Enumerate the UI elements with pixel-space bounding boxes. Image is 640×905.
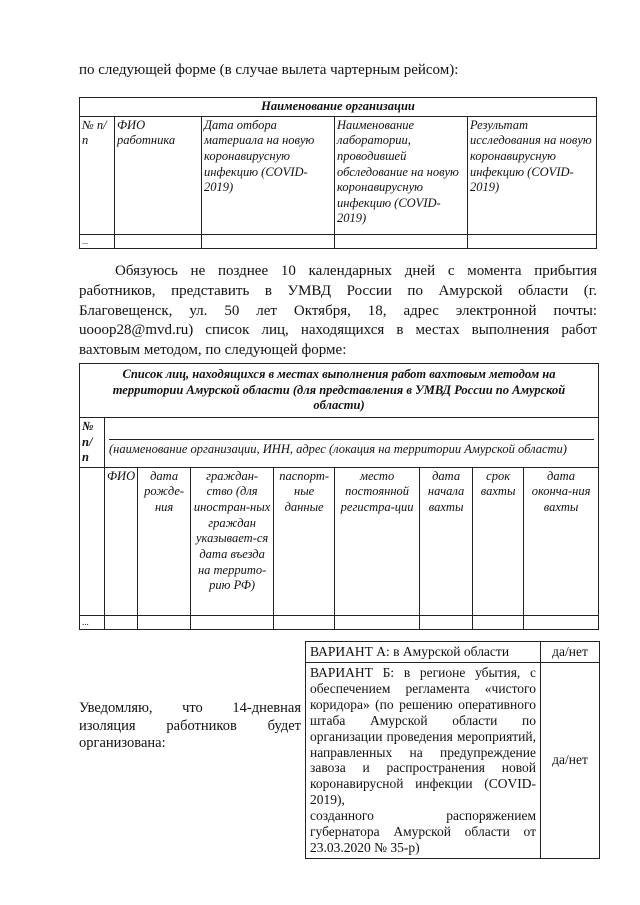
obligation-paragraph (79, 262, 597, 361)
empty-cell (420, 615, 473, 629)
empty-cell (524, 615, 599, 629)
variant-b-tail: созданного распоряжением губернатора Амурской области от 23.03.2020 № 35-р) (310, 808, 536, 856)
isolation-variants-table (305, 641, 600, 859)
col-fio: ФИО (105, 467, 138, 615)
empty-cell (115, 234, 202, 248)
org-underline (109, 424, 594, 440)
col-shift-start: дата начала вахты (420, 467, 473, 615)
intro-text: по следующей форме (в случае вылета чартерным рейсом): (79, 62, 459, 78)
org-cell (105, 417, 599, 467)
empty-cell (274, 615, 335, 629)
row-marker: ... (80, 234, 115, 248)
col-passport: паспорт-ные данные (274, 467, 335, 615)
table2-header: Список лиц, находящихся в местах выполнения работ вахтовым методом на территории Амурской области (для представления в УМВД России по Амурской области) (80, 364, 599, 418)
col-laboratory: Наименование лаборатории, проводившей обследование на новую коронавирусную инфекцию (COVID-2019) (335, 116, 468, 234)
variant-b-yes-no: да/нет (541, 662, 600, 858)
isolation-notice: Уведомляю, что 14-дневная изоляция работников будет организована: (79, 700, 301, 752)
empty-cell (105, 615, 138, 629)
col-shift-term: срок вахты (473, 467, 524, 615)
obligation-text: Обязуюсь не позднее 10 календарных дней с момента прибытия работников, представить в УМВД России по Амурской области (г. Благовещенск, ул. 50 лет Октября, 18, адрес электронной почты: uooop28@mvd.ru) список лиц, находящихся в местах выполнения работ вахтовым методом, по следующей форме: (79, 263, 597, 359)
empty-cell (335, 615, 420, 629)
num-label: № п/ п (80, 417, 105, 467)
col-registration: место постоянной регистра-ции (335, 467, 420, 615)
col-result: Результат исследования на новую коронавирусную инфекцию (COVID-2019) (468, 116, 597, 234)
empty-cell (80, 467, 105, 615)
shift-workers-table (79, 363, 599, 630)
col-birth-date: дата рожде-ния (138, 467, 191, 615)
variant-b (306, 662, 541, 858)
col-number: № п/п (80, 116, 115, 234)
variant-b-text: ВАРИАНТ Б: в регионе убытия, с обеспечением регламента «чистого коридора» (по решению оперативного штаба Амурской области по организации проведения мероприятий, направленных на предупреждение завоза и распространения новой коронавирусной инфекции (COVID-2019), (310, 664, 536, 808)
variant-a: ВАРИАНТ А: в Амурской области (306, 642, 541, 663)
variant-a-yes-no: да/нет (541, 642, 600, 663)
empty-cell (138, 615, 191, 629)
row-marker: ... (80, 615, 105, 629)
col-fio: ФИО работника (115, 116, 202, 234)
empty-cell (473, 615, 524, 629)
lab-results-table (79, 97, 597, 249)
empty-cell (468, 234, 597, 248)
org-caption: (наименование организации, ИНН, адрес (локация на территории Амурской области) (109, 441, 567, 456)
empty-cell (202, 234, 335, 248)
col-citizenship: граждан-ство (для иностран-ных граждан указывает-ся дата въезда на террито-рию РФ) (191, 467, 274, 615)
col-sample-date: Дата отбора материала на новую коронавирусную инфекцию (COVID-2019) (202, 116, 335, 234)
empty-cell (191, 615, 274, 629)
table1-header: Наименование организации (80, 98, 597, 117)
empty-cell (335, 234, 468, 248)
col-shift-end: дата оконча-ния вахты (524, 467, 599, 615)
